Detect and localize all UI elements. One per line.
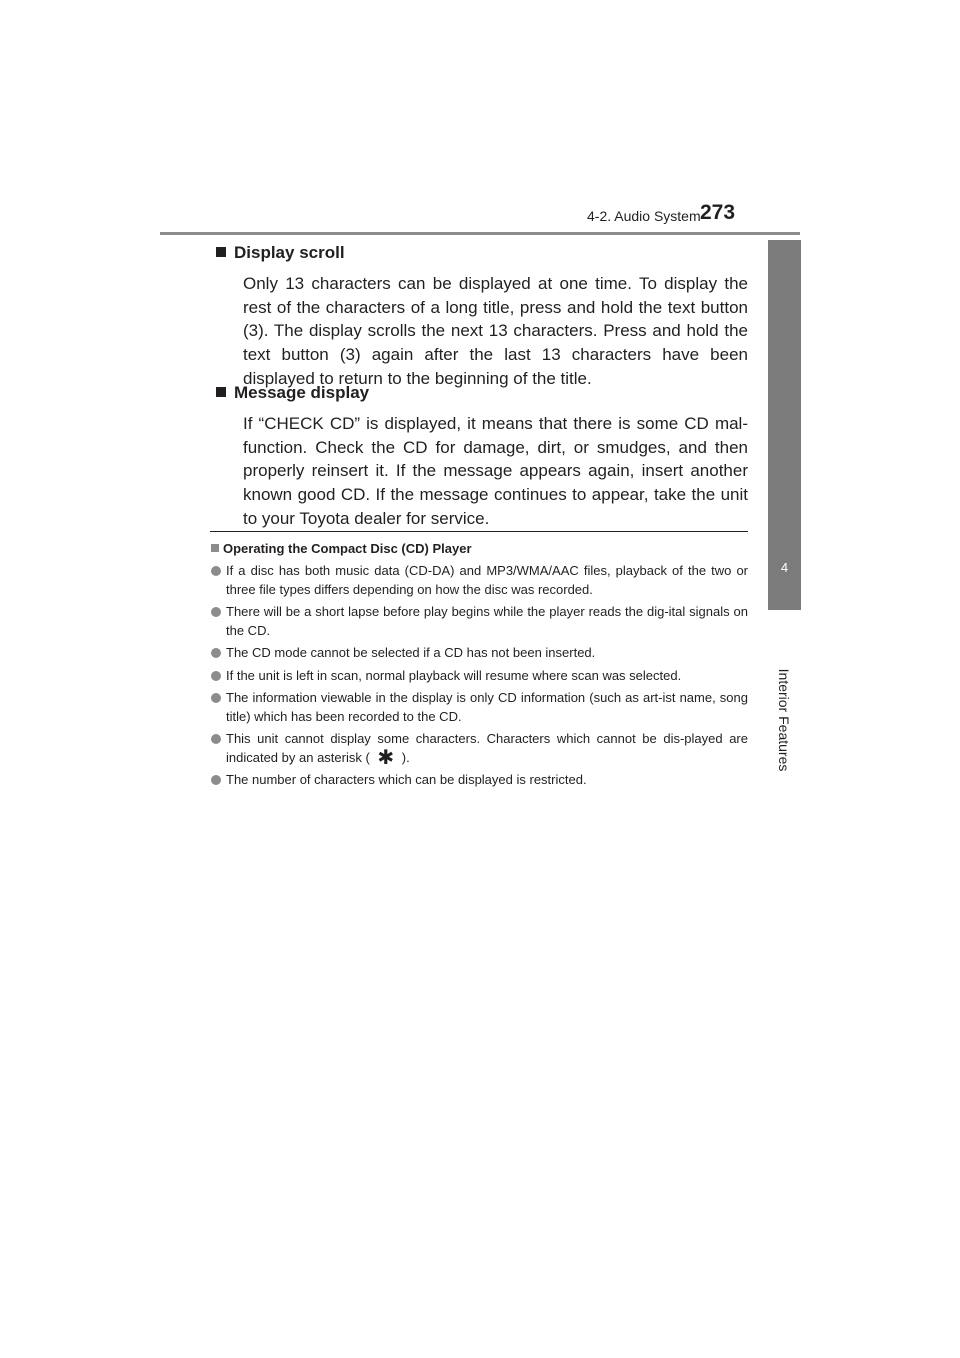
header-section-title: 4-2. Audio System <box>587 208 701 224</box>
info-bullet <box>211 644 748 663</box>
section-heading-text: Display scroll <box>234 243 345 262</box>
asterisk-icon: ✱ <box>377 746 395 769</box>
info-bullet-text: This unit cannot display some characters. Characters which cannot be dis-played are indicated by an asterisk ( <box>226 731 748 765</box>
circle-bullet-icon <box>211 648 221 658</box>
circle-bullet-icon <box>211 775 221 785</box>
square-bullet-icon <box>216 247 226 257</box>
info-bullet <box>211 730 748 767</box>
info-bullet <box>211 603 748 640</box>
info-box <box>211 540 748 790</box>
circle-bullet-icon <box>211 566 221 576</box>
section-heading <box>214 382 748 404</box>
chapter-tab <box>768 240 801 610</box>
info-bullet-text: If the unit is left in scan, normal playback will resume where scan was selected. <box>226 667 682 683</box>
info-bullet-text-end: ). <box>401 749 410 765</box>
info-bullet <box>211 562 748 599</box>
header-rule <box>160 232 800 235</box>
info-bullet-text: The number of characters which can be displayed is restricted. <box>226 772 587 787</box>
circle-bullet-icon <box>211 671 221 681</box>
info-bullet-text: The information viewable in the display is only CD information (such as art-ist name, song title) which has been recorded to the CD. <box>226 690 748 724</box>
info-bullet-text: The CD mode cannot be selected if a CD has not been inserted. <box>226 645 596 660</box>
info-title <box>211 540 748 558</box>
square-bullet-icon <box>216 387 226 397</box>
info-rule <box>210 531 748 532</box>
section-body: If “CHECK CD” is displayed, it means that there is some CD mal-function. Check the CD for damage, dirt, or smudges, and then properly reinsert it. If the message appears again, insert another known good CD. If the message continues to appear, take the unit to your Toyota dealer for service. <box>243 414 748 528</box>
info-bullet <box>211 667 748 686</box>
circle-bullet-icon <box>211 693 221 703</box>
info-bullet-text: If a disc has both music data (CD-DA) and MP3/WMA/AAC files, playback of the two or three file types differs depending on how the disc was recorded. <box>226 563 748 597</box>
section-heading-text: Message display <box>234 383 370 402</box>
info-bullet <box>211 771 748 790</box>
page-number: 273 <box>700 201 736 224</box>
circle-bullet-icon <box>211 734 221 744</box>
section-body: Only 13 characters can be displayed at one time. To display the rest of the characters of a long title, press and hold the text button (3). The display scrolls the next 13 characters. Press and hold the text button (3) again after the last 13 characters have been displayed to return to the beginning of the title. <box>243 274 748 388</box>
info-bullet-text: There will be a short lapse before play begins while the player reads the dig-ital signals on the CD. <box>226 604 748 638</box>
info-title-text: Operating the Compact Disc (CD) Player <box>223 541 472 556</box>
chapter-tab-number: 4 <box>780 560 789 575</box>
square-bullet-icon <box>211 544 219 552</box>
section-display-scroll <box>214 242 748 391</box>
info-bullet <box>211 689 748 726</box>
circle-bullet-icon <box>211 607 221 617</box>
section-heading <box>214 242 748 264</box>
chapter-tab-label: Interior Features <box>776 668 792 772</box>
section-message-display <box>214 382 748 531</box>
